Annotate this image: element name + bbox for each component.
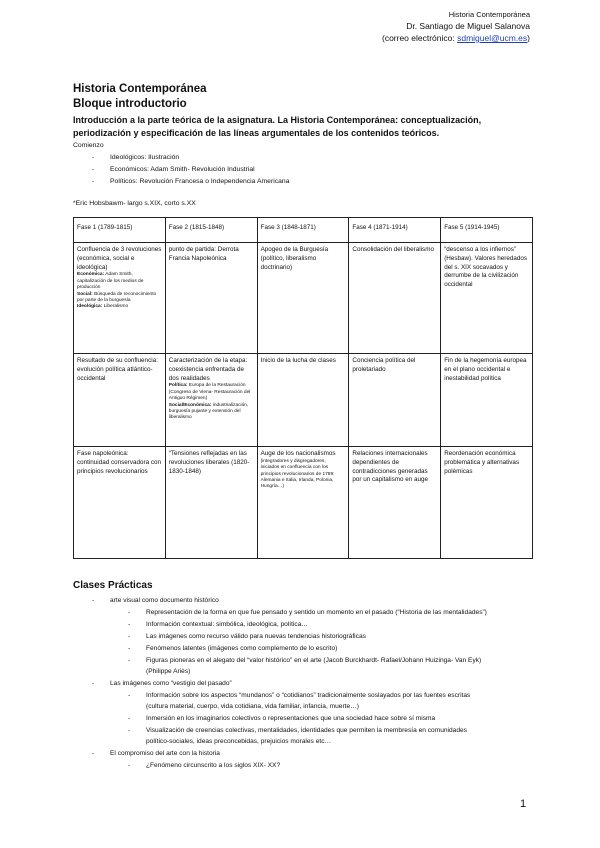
dash-marker: - xyxy=(92,680,95,687)
header-course: Historia Contemporánea xyxy=(448,10,530,19)
section-title: Clases Prácticas xyxy=(73,580,153,591)
table-header-cell: Fase 1 (1789-1815) xyxy=(74,218,166,243)
dash-marker: - xyxy=(128,621,131,628)
table-row xyxy=(74,447,533,559)
dash-marker: - xyxy=(128,692,131,699)
dash-marker: - xyxy=(128,633,131,640)
cell-main-text: Caracterización de la etapa: coexistencia enfrentada de dos realidades xyxy=(168,357,248,382)
start-item: Económicos: Adam Smith- Revolución Industrial xyxy=(110,166,255,173)
dash-marker: - xyxy=(128,645,131,652)
table-cell xyxy=(165,354,257,447)
doc-subtitle: Bloque introductorio xyxy=(73,98,187,110)
list-item-continued: político-sociales, ideas preconcebidas, prejuicios morales etc… xyxy=(146,738,332,745)
detail-text: Europa de la Restauración (Congreso de Viena- Restauración del Antiguo Régimen) xyxy=(168,383,251,402)
doc-intro: Introducción a la parte teórica de la asignatura. La Historia Contemporánea: conceptualización, periodización y especificación de las líneas argumentales de los contenidos teóricos. xyxy=(73,115,482,138)
cell-detail xyxy=(169,383,254,402)
dash-marker: - xyxy=(92,597,95,604)
start-label: Comienzo xyxy=(73,142,104,149)
cell-main-text: Auge de los nacionalismos xyxy=(260,450,336,457)
cell-detail: (integradores y disgregadores, iniciados en confluencia con los principios revolucionarios de 1789: Alemania e Italia, Irlanda, Polonia, Hungría…) xyxy=(260,458,335,490)
dash-marker: - xyxy=(128,609,131,616)
cell-detail xyxy=(77,304,162,310)
dash-marker: - xyxy=(92,750,95,757)
cell-detail xyxy=(169,403,254,422)
start-item: Ideológicos: Ilustración xyxy=(110,154,180,161)
list-item: Las imágenes como recurso válido para nuevas tendencias historiográficas xyxy=(146,633,366,640)
cell-detail xyxy=(77,272,162,291)
doc-note: *Eric Hobsbawm- largo s.XIX, corto s.XX xyxy=(73,200,196,207)
table-cell: Fase napoleónica: continuidad conservadora con principios revolucionarios xyxy=(74,447,166,559)
detail-label: Económica: xyxy=(77,272,105,278)
dash-marker: - xyxy=(92,178,95,185)
detail-text: industrialización, burguesía pujante y extensión del liberalismo xyxy=(168,402,249,421)
cell-detail xyxy=(77,292,162,305)
table-cell: “Tensiones reflejadas en las revoluciones liberales (1820-1830-1848) xyxy=(165,447,257,559)
dash-marker: - xyxy=(92,154,95,161)
list-item: Figuras pioneras en el alegato del “valor histórico” en el arte (Jacob Burckhardt- Rafael/Johann Huizinga- Van Eyk) xyxy=(146,657,482,664)
table-cell xyxy=(74,243,166,354)
list-item: Fenómenos latentes (imágenes como complemento de lo escrito) xyxy=(146,645,338,652)
list-item: Visualización de creencias colectivas, mentalidades, identidades que permiten la membresía en comunidades xyxy=(146,727,467,734)
table-cell xyxy=(257,447,349,559)
table-cell: Relaciones internacionales dependientes de contradicciones generadas por un capitalismo en auge xyxy=(349,447,441,559)
list-item: ¿Fenómeno circunscrito a los siglos XIX- XX? xyxy=(146,762,281,769)
detail-label: Política: xyxy=(168,383,188,389)
list-item: Representación de la forma en que fue pensado y sentido un momento en el pasado (“Historia de las mentalidades”) xyxy=(146,609,487,616)
table-cell: Apogeo de la Burguesía (político, liberalismo doctrinario) xyxy=(257,243,349,354)
table-cell: punto de partida: Derrota Francia Napoleónica xyxy=(165,243,257,354)
table-cell: Fin de la hegemonía europea en el plano occidental e inestabilidad política xyxy=(441,354,533,447)
detail-label: Social: xyxy=(77,291,93,297)
dash-marker: - xyxy=(92,166,95,173)
detail-text: Búsqueda de reconocimiento por parte de la burguesía xyxy=(77,291,157,304)
table-row xyxy=(74,243,533,354)
table-header-cell: Fase 3 (1848-1871) xyxy=(257,218,349,243)
phases-table xyxy=(73,217,533,559)
list-item: Inmersión en los imaginarios colectivos o representaciones que una sociedad hace sobre sí misma xyxy=(146,715,436,722)
detail-text: Liberalismo xyxy=(102,304,129,310)
header-author: Dr. Santiago de Miguel Salanova xyxy=(406,21,530,31)
email-suffix: ) xyxy=(527,33,530,43)
table-cell: Reordenación económica problemática y alternativas polémicas xyxy=(441,447,533,559)
dash-marker: - xyxy=(128,657,131,664)
table-cell: Consolidación del liberalismo xyxy=(349,243,441,354)
detail-label: Ideológica: xyxy=(77,304,103,310)
list-item: El compromiso del arte con la historia xyxy=(110,750,220,757)
table-cell: Inicio de la lucha de clases xyxy=(257,354,349,447)
list-item: Información contextual: simbólica, ideológica, política… xyxy=(146,621,308,628)
list-item: Las imágenes como “vestigio del pasado” xyxy=(110,680,232,687)
dash-marker: - xyxy=(128,715,131,722)
table-header-row xyxy=(74,218,533,243)
table-header-cell: Fase 2 (1815-1848) xyxy=(165,218,257,243)
table-cell: “descenso a los infiernos” (Hesbaw). Valores heredados del s. XIX socavados y derrumbe de la civilización occidental xyxy=(441,243,533,354)
list-item-continued: (Philippe Ariès) xyxy=(146,668,191,675)
email-prefix: (correo electrónico: xyxy=(381,33,458,43)
list-item: arte visual como documento histórico xyxy=(110,597,219,604)
email-link[interactable]: sdmiguel@ucm.es xyxy=(457,33,528,43)
list-item: Información sobre los aspectos “mundanos” o “cotidianos” tradicionalmente soslayados por las fuentes escritas xyxy=(146,692,471,699)
detail-text: Adam Smith, capitalización de los medios de producción xyxy=(77,272,144,291)
dash-marker: - xyxy=(128,762,131,769)
table-header-cell: Fase 5 (1914-1945) xyxy=(441,218,533,243)
header-email-line xyxy=(382,33,530,43)
cell-main-text: Confluencia de 3 revoluciones (económica, social e ideológica) xyxy=(77,246,162,271)
list-item-continued: (cultura material, cuerpo, vida cotidiana, vida familiar, infancia, muerte…) xyxy=(146,703,359,710)
dash-marker: - xyxy=(128,727,131,734)
doc-title: Historia Contemporánea xyxy=(73,83,207,95)
detail-label: Social/Económica: xyxy=(168,402,212,408)
start-item: Políticos: Revolución Francesa o Independencia Americana xyxy=(110,178,290,185)
page-number: 1 xyxy=(520,798,527,810)
table-header-cell: Fase 4 (1871-1914) xyxy=(349,218,441,243)
table-cell: Resultado de su confluencia: evolución política atlántico-occidental xyxy=(74,354,166,447)
table-row xyxy=(74,354,533,447)
table-cell: Conciencia política del proletariado xyxy=(349,354,441,447)
